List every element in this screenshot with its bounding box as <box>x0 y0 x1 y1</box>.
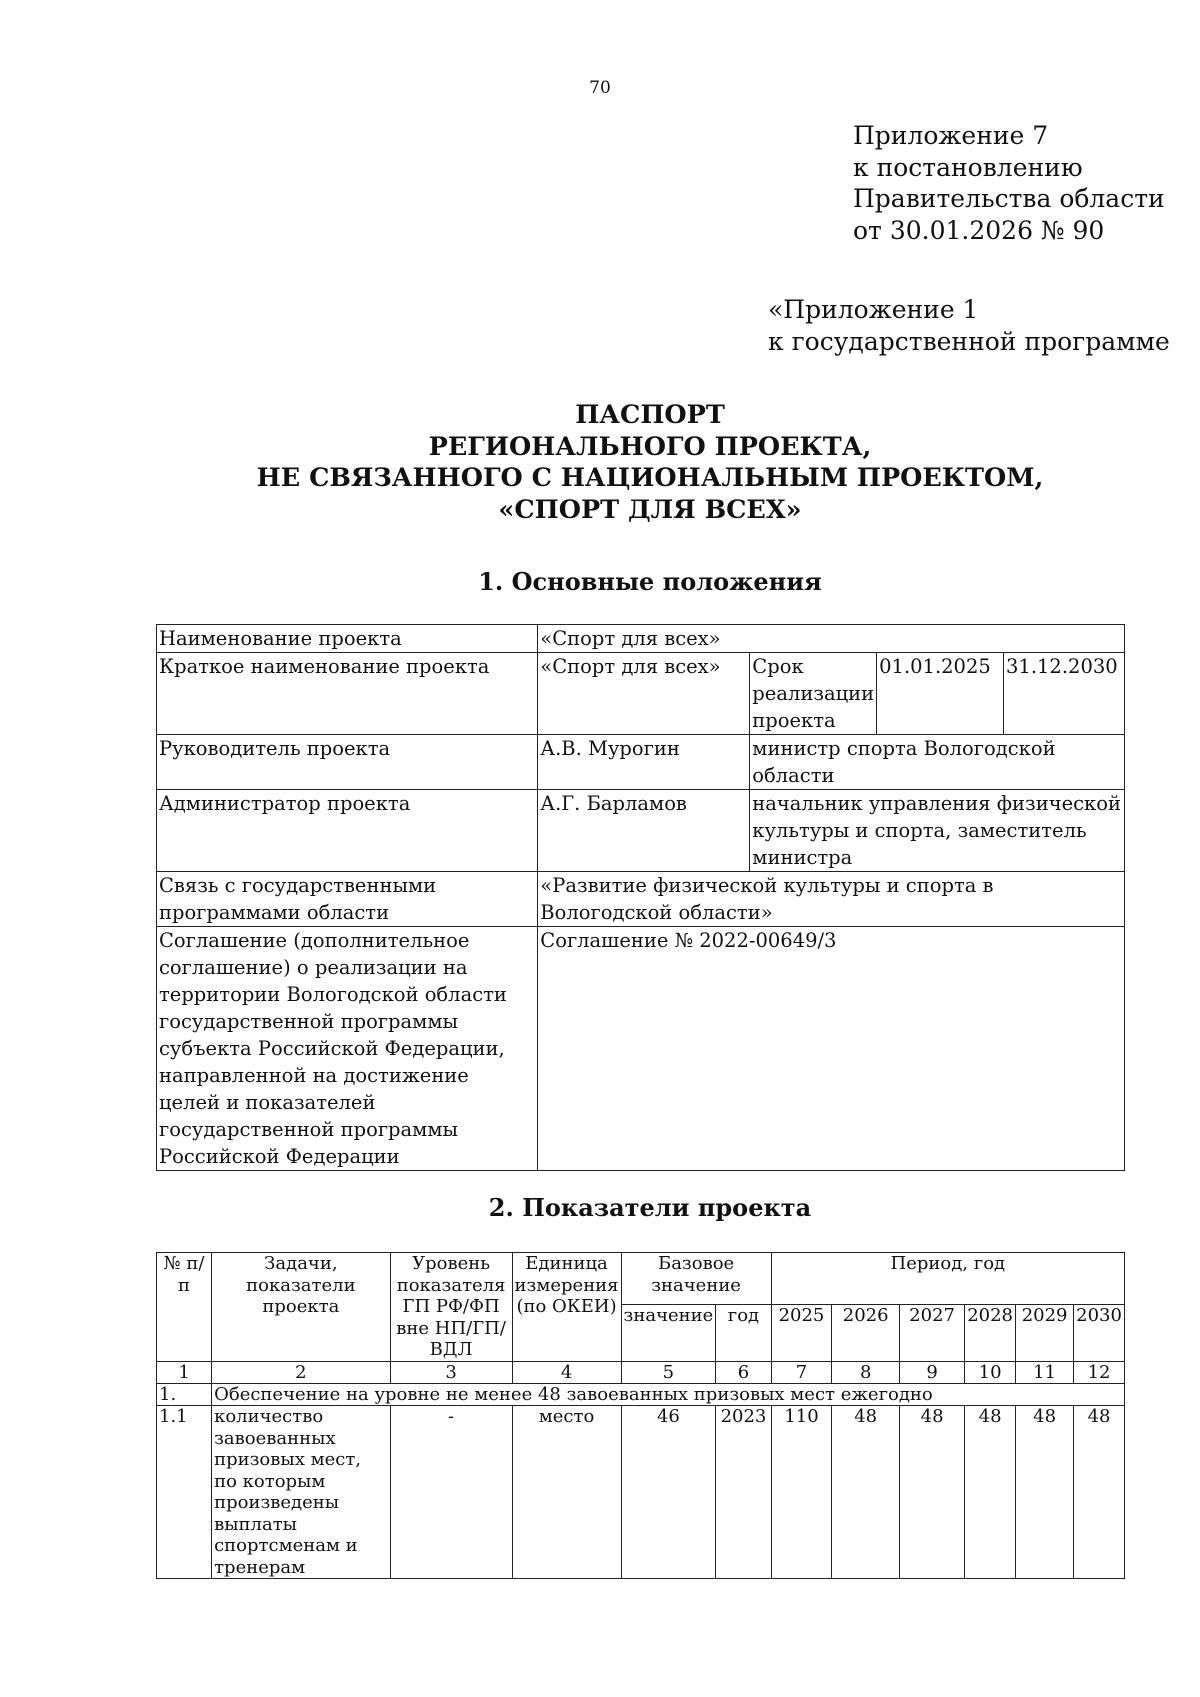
main-provisions-table <box>156 624 1125 1171</box>
appendix-header-line: к постановлению <box>853 152 1083 182</box>
term-label: Срок реализации проекта <box>750 653 877 735</box>
project-admin-label: Администратор проекта <box>157 790 538 872</box>
project-head-label: Руководитель проекта <box>157 735 538 790</box>
table-row <box>157 790 1125 872</box>
header-period: Период, год <box>771 1253 1124 1305</box>
header-year: 2026 <box>832 1305 900 1361</box>
document-title <box>0 400 1200 526</box>
project-head-name: А.В. Мурогин <box>538 735 750 790</box>
agreement-label: Соглашение (дополнительное соглашение) о реализации на территории Вологодской области государственной программы субъекта Российской Федерации, направленной на достижение целей и показателей государственной программы Российской Федерации <box>157 927 538 1171</box>
indicator-base-year: 2023 <box>716 1406 771 1579</box>
header-base-value: значение <box>621 1305 716 1361</box>
header-level: Уровень показателя ГП РФ/ФП вне НП/ГП/ВДЛ <box>390 1253 512 1362</box>
indicator-value: 48 <box>900 1406 965 1579</box>
indicator-number: 1.1 <box>157 1406 212 1579</box>
header-year: 2030 <box>1074 1305 1125 1361</box>
column-number: 7 <box>771 1361 832 1383</box>
program-link-value: «Развитие физической культуры и спорта в Вологодской области» <box>538 872 1125 927</box>
project-admin-name: А.Г. Барламов <box>538 790 750 872</box>
project-admin-position: начальник управления физической культуры и спорта, заместитель министра <box>750 790 1125 872</box>
header-unit: Единица измерения (по ОКЕИ) <box>512 1253 621 1362</box>
document-title-line: РЕГИОНАЛЬНОГО ПРОЕКТА, <box>428 431 872 462</box>
page-number: 70 <box>589 78 611 98</box>
indicator-value: 48 <box>1016 1406 1074 1579</box>
indicator-level: - <box>390 1406 512 1579</box>
task-text: Обеспечение на уровне не менее 48 завоеванных призовых мест ежегодно <box>212 1383 1125 1406</box>
column-number: 12 <box>1074 1361 1125 1383</box>
header-year: 2028 <box>965 1305 1016 1361</box>
project-head-position: министр спорта Вологодской области <box>750 735 1125 790</box>
appendix-header-date-line: от 30.01.2026 № 90 <box>853 215 1105 245</box>
indicator-value: 110 <box>771 1406 832 1579</box>
document-title-line: «СПОРТ ДЛЯ ВСЕХ» <box>498 494 802 525</box>
term-end: 31.12.2030 <box>1004 653 1125 735</box>
indicator-base-value: 46 <box>621 1406 716 1579</box>
column-number: 3 <box>390 1361 512 1383</box>
appendix-reference <box>768 294 1170 357</box>
indicators-table <box>156 1252 1125 1579</box>
short-name-value: «Спорт для всех» <box>538 653 750 735</box>
appendix-header-line: Приложение 7 <box>853 121 1049 150</box>
short-name-label: Краткое наименование проекта <box>157 653 538 735</box>
column-number: 1 <box>157 1361 212 1383</box>
column-number: 5 <box>621 1361 716 1383</box>
project-name-label: Наименование проекта <box>157 625 538 653</box>
table-row <box>157 735 1125 790</box>
appendix-header-line: Правительства области <box>853 184 1165 213</box>
appendix-header <box>853 120 1165 246</box>
project-name-value: «Спорт для всех» <box>538 625 1125 653</box>
column-numbers-row <box>157 1361 1125 1383</box>
indicator-unit: место <box>512 1406 621 1579</box>
table-row <box>157 625 1125 653</box>
header-task: Задачи, показатели проекта <box>212 1253 391 1362</box>
section-2-heading: 2. Показатели проекта <box>488 1193 812 1222</box>
column-number: 6 <box>716 1361 771 1383</box>
header-year: 2025 <box>771 1305 832 1361</box>
column-number: 9 <box>900 1361 965 1383</box>
term-start: 01.01.2025 <box>877 653 1004 735</box>
column-number: 8 <box>832 1361 900 1383</box>
agreement-value: Соглашение № 2022-00649/3 <box>538 927 1125 1171</box>
indicator-value: 48 <box>1074 1406 1125 1579</box>
column-number: 4 <box>512 1361 621 1383</box>
indicator-value: 48 <box>832 1406 900 1579</box>
table-row <box>157 927 1125 1171</box>
table-header-row <box>157 1253 1125 1305</box>
task-row <box>157 1383 1125 1406</box>
indicator-row <box>157 1406 1125 1579</box>
appendix-reference-line: к государственной программе <box>768 326 1170 356</box>
document-title-line: НЕ СВЯЗАННОГО С НАЦИОНАЛЬНЫМ ПРОЕКТОМ, <box>256 463 1044 493</box>
task-number: 1. <box>157 1383 212 1406</box>
section-1-heading: 1. Основные положения <box>478 567 822 596</box>
indicator-value: 48 <box>965 1406 1016 1579</box>
header-base-year: год <box>716 1305 771 1361</box>
table-row <box>157 653 1125 735</box>
header-base: Базовое значение <box>621 1253 771 1305</box>
appendix-reference-line: «Приложение 1 <box>768 295 979 324</box>
column-number: 2 <box>212 1361 391 1383</box>
table-row <box>157 872 1125 927</box>
column-number: 11 <box>1016 1361 1074 1383</box>
program-link-label: Связь с государственными программами области <box>157 872 538 927</box>
indicator-name: количество завоеванных призовых мест, по которым произведены выплаты спортсменам и тренерам <box>212 1406 391 1579</box>
column-number: 10 <box>965 1361 1016 1383</box>
document-title-line: ПАСПОРТ <box>575 400 725 430</box>
header-year: 2027 <box>900 1305 965 1361</box>
header-year: 2029 <box>1016 1305 1074 1361</box>
header-num: № п/п <box>157 1253 212 1362</box>
